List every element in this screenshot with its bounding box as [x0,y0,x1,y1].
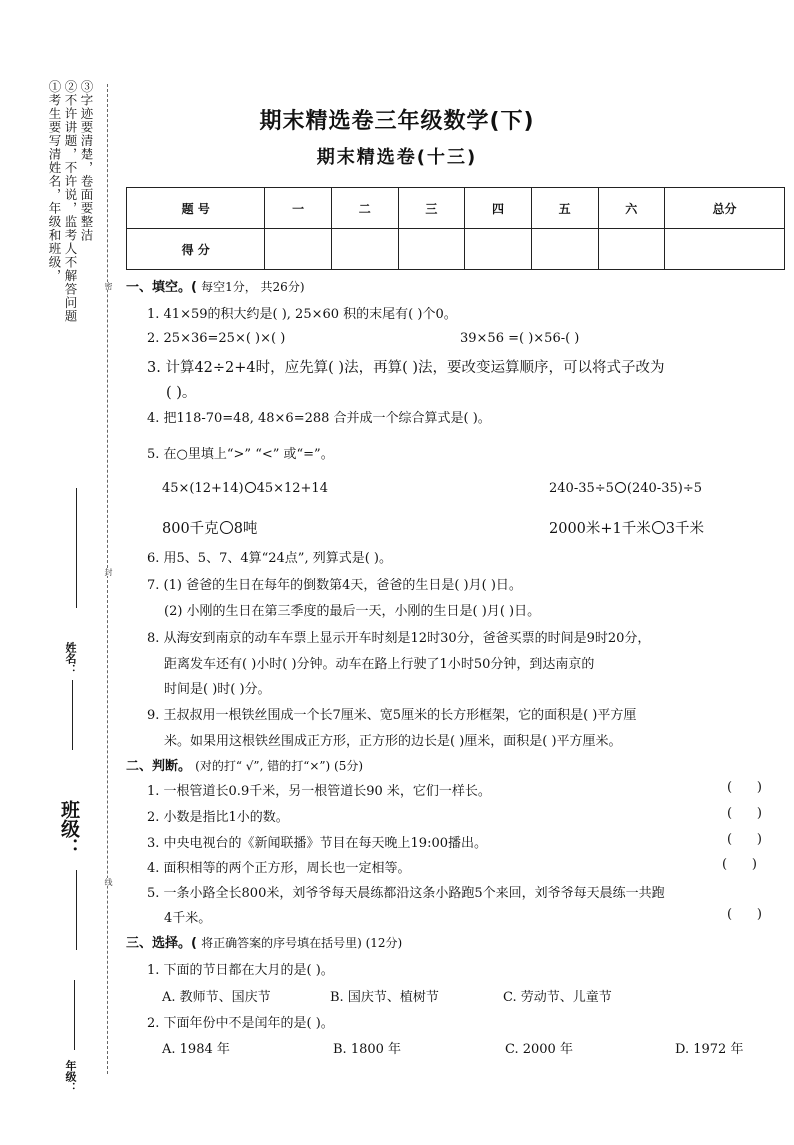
choice-q1-option-a[interactable]: A. 教师节、国庆节 [162,990,271,1005]
score-input-cell[interactable] [265,229,332,270]
compare-1 [162,481,328,496]
seal-mark-xian: 线 [104,878,113,886]
compare-circle[interactable] [652,521,665,534]
section1-note: 每空1分， 共26分) [201,280,305,294]
judge-answer-3[interactable]: ( ) [727,832,762,847]
section2-title: 二、判断。 [126,759,192,774]
score-cell: 二 [332,188,399,229]
compare-2-right: (240-35)÷5 [626,481,702,496]
score-header-row [127,188,785,229]
score-cell: 四 [465,188,532,229]
judge-answer-4[interactable]: ( ) [722,857,757,872]
exam-title: 期末精选卷三年级数学(下) [259,109,535,134]
binding-dashed-line [107,84,108,1074]
score-input-cell[interactable] [531,229,598,270]
class-label: 班级： [58,800,80,857]
class-blank[interactable] [76,870,77,950]
compare-4-left: 2000米+1千米 [549,521,651,537]
compare-1-left: 45×(12+14) [162,481,244,496]
q1-9a: 9. 王叔叔用一根铁丝围成一个长7厘米、宽5厘米的长方形框架，它的面积是( )平方厘 [147,708,637,723]
compare-1-right: 45×12+14 [256,481,328,496]
section2-heading [126,755,363,774]
score-table [126,187,785,270]
choice-q2-option-c[interactable]: C. 2000 年 [505,1042,573,1057]
score-cell: 三 [398,188,465,229]
choice-q2-option-d[interactable]: D. 1972 年 [675,1042,744,1057]
judge-answer-5[interactable]: ( ) [727,907,762,922]
judge-item-5-cont: 4千米。 [164,911,212,926]
section1-heading [126,276,305,295]
seal-mark-mi: 密 [104,282,113,290]
judge-item-5: 5. 一条小路全长800米，刘爷爷每天晨练都沿这条小路跑5个来回，刘爷爷每天晨练一共跑 [147,886,665,901]
name-label: 姓名： [64,642,77,675]
judge-answer-2[interactable]: ( ) [727,806,762,821]
section2-note: (对的打“ √”, 错的打“×”) (5分) [195,759,364,773]
q1-2a: 2. 25×36=25×( )×( ) [147,331,286,346]
score-cell: 一 [265,188,332,229]
q1-5: 5. 在○里填上“>” “<” 或“=”。 [147,447,334,462]
q1-3a: 3. 计算42÷2+4时，应先算( )法，再算( )法，要改变运算顺序，可以将式子改为 [147,360,665,376]
grade-label: 年级： [64,1060,77,1093]
score-cell: 六 [598,188,665,229]
note-3: ③字迹要清楚，卷面要整洁 [79,80,94,242]
choice-q2-option-a[interactable]: A. 1984 年 [162,1042,230,1057]
q1-2b: 39×56 =( )×56-( ) [460,331,580,346]
q1-8b: 距离发车还有( )小时( )分钟。动车在路上行驶了1小时50分钟，到达南京的 [164,657,595,672]
choice-q1-option-b[interactable]: B. 国庆节、植树节 [330,990,439,1005]
exam-subtitle: 期末精选卷(十三) [316,147,478,168]
judge-item-1: 1. 一根管道长0.9千米，另一根管道长90 米，它们一样长。 [147,784,491,799]
compare-circle[interactable] [220,521,233,534]
seal-mark-feng: 封 [104,568,113,576]
compare-4 [549,517,704,538]
score-input-cell[interactable] [598,229,665,270]
q1-6: 6. 用5、5、7、4算“24点”, 列算式是( )。 [147,551,392,566]
q1-9b: 米。如果用这根铁丝围成正方形，正方形的边长是( )厘米，面积是( )平方厘米。 [164,734,622,749]
compare-circle[interactable] [615,482,626,493]
q1-4: 4. 把118-70=48, 48×6=288 合并成一个综合算式是( )。 [147,411,491,426]
section3-title: 三、选择。( [126,936,197,951]
judge-item-3: 3. 中央电视台的《新闻联播》节目在每天晚上19:00播出。 [147,836,487,851]
compare-circle[interactable] [245,482,256,493]
section1-title: 一、填空。( [126,280,197,295]
score-cell: 总分 [665,188,785,229]
compare-2 [549,481,702,496]
score-input-cell[interactable] [332,229,399,270]
choice-q2: 2. 下面年份中不是闰年的是( )。 [147,1016,334,1031]
compare-4-right: 3千米 [665,521,705,537]
score-input-cell[interactable] [665,229,785,270]
score-input-cell[interactable] [398,229,465,270]
score-value-row [127,229,785,270]
q1-7b: (2) 小刚的生日在第三季度的最后一天，小刚的生日是( )月( )日。 [164,604,541,619]
q1-3b: ( )。 [166,385,197,401]
choice-q1: 1. 下面的节日都在大月的是( )。 [147,963,334,978]
note-1: ①考生要写清姓名，年级和班级， [47,80,62,283]
q1-8c: 时间是( )时( )分。 [164,682,271,697]
compare-3-right: 8吨 [233,521,258,537]
choice-q2-option-b[interactable]: B. 1800 年 [333,1042,402,1057]
score-cell: 题 号 [127,188,265,229]
compare-2-left: 240-35÷5 [549,481,614,496]
q1-1: 1. 41×59的积大约是( ), 25×60 积的末尾有( )个0。 [147,307,457,322]
q1-7a: 7. (1) 爸爸的生日在每年的倒数第4天，爸爸的生日是( )月( )日。 [147,578,522,593]
compare-3-left: 800千克 [162,521,219,537]
judge-answer-1[interactable]: ( ) [727,780,762,795]
judge-item-4: 4. 面积相等的两个正方形，周长也一定相等。 [147,861,411,876]
score-row-label: 得 分 [127,229,265,270]
q1-8a: 8. 从海安到南京的动车车票上显示开车时刻是12时30分，爸爸买票的时间是9时20分， [147,631,651,646]
score-cell: 五 [531,188,598,229]
compare-3 [162,517,257,538]
choice-q1-option-c[interactable]: C. 劳动节、儿童节 [503,990,612,1005]
note-2: ②不许讲题，不许说，监考人不解答问题 [63,80,78,323]
score-input-cell[interactable] [465,229,532,270]
section3-heading [126,932,402,951]
judge-item-2: 2. 小数是指比1小的数。 [147,810,289,825]
name-blank[interactable] [72,680,73,750]
grade-blank[interactable] [74,980,75,1050]
class-blank-upper[interactable] [76,488,77,608]
section3-note: 将正确答案的序号填在括号里) (12分) [201,936,403,950]
